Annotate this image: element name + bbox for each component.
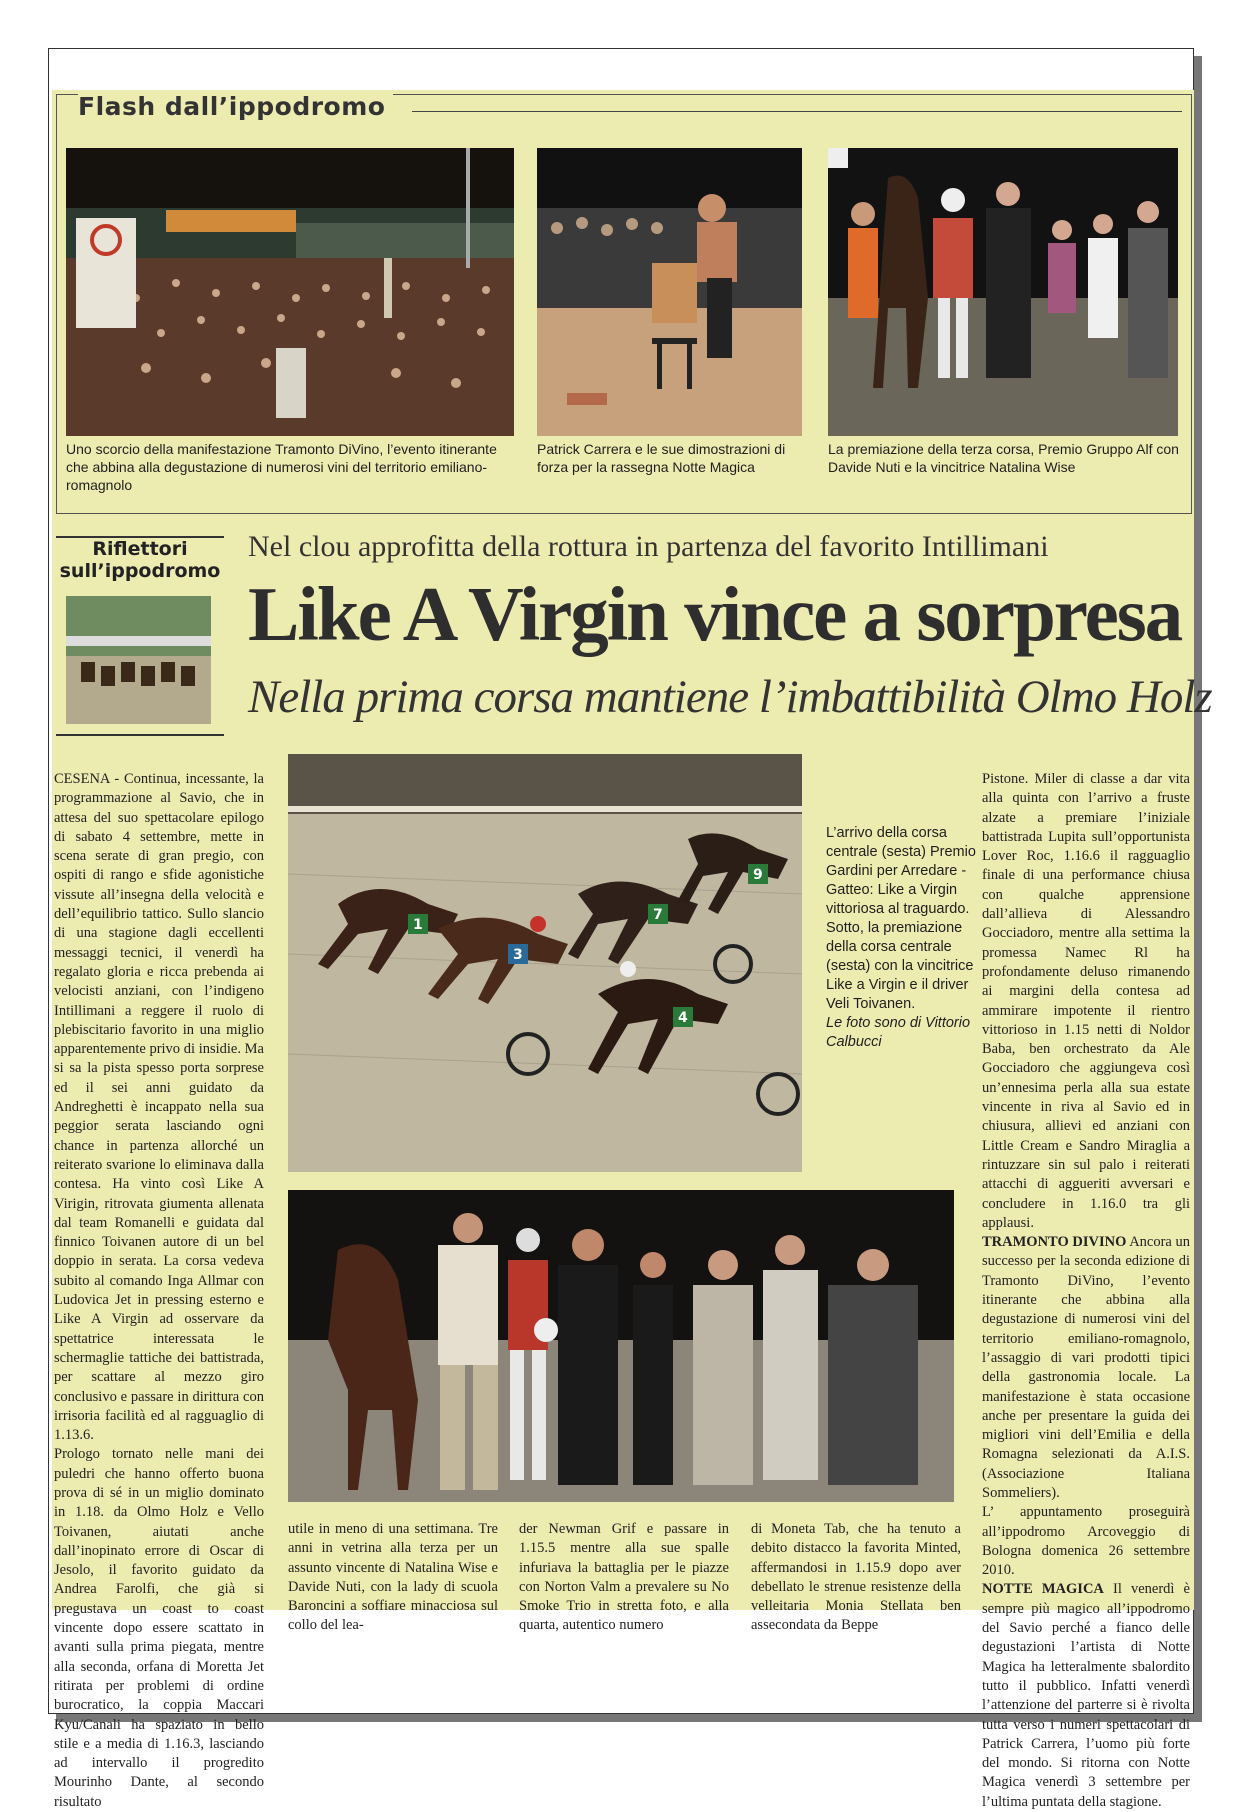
race-photo-caption — [826, 824, 984, 1052]
article-paragraph: di Moneta Tab, che ha tenuto a debito distacco la favorita Minted, affermandosi in 1.15.9 dopo aver debellato le strenue resistenze della velleitaria Monia Stellata ben assecondata da Beppe — [751, 1521, 961, 1634]
overline: Nel clou approfitta della rottura in partenza del favorito Intillimani — [248, 530, 1049, 563]
section-rule — [412, 111, 1182, 112]
article-column-5 — [982, 770, 1190, 1812]
article-column-1 — [54, 770, 264, 1812]
subsection-heading: NOTTE MAGICA — [982, 1581, 1104, 1598]
photo-credit: Le foto sono di Vittorio Calbucci — [826, 1015, 971, 1050]
article-paragraph: L’ appuntamento proseguirà all’ippodromo Arcoveggio di Bologna domenica 26 settembre 2010. — [982, 1504, 1190, 1579]
race-caption-text: L’arrivo della corsa centrale (sesta) Premio Gardini per Arredare - Gatteo: Like a Virgin vittoriosa al traguardo. Sotto, la premiazione della corsa centrale (sesta) con la vincitrice Like a Virgin e il driver Veli Toivanen. — [826, 825, 976, 1012]
award-photo — [828, 148, 1178, 436]
article-paragraph: Pistone. Miler di classe a dar vita alla quinta con l’arrivo a fruste alzate a premiare l’iniziale battistrada Lupita sull’opportunista Lover Roc, 1.16.6 il ragguaglio finale di una performance chiusa con qualche apprensione dall’allieva di Alessandro Gocciadoro, mentre alla settima la promessa Namec Rl ha profondamente deluso rimanendo ai margini della contesa ad ammirare impotente il rientro vittorioso in 1.15 netti di Noldor Baba, ben orchestrato da Ale Gocciadoro che aggiungeva così un’ennesima perla alla sua estate vincente in riva al Savio ed in chiusura, allievi ed anziani con Little Cream e Sandro Miraglia a rintuzzare sin sul palo i reiterati attacchi di aggueriti avversari e concludere in 1.16.0 tra gli applausi. — [982, 771, 1190, 1231]
race-number-9: 9 — [753, 867, 763, 883]
article-column-2 — [288, 1520, 498, 1636]
ceremony-photo — [288, 1190, 954, 1502]
subhead: Nella prima corsa mantiene l’imbattibilità Olmo Holz — [248, 671, 1212, 723]
article-paragraph: Prologo tornato nelle mani dei puledri che hanno offerto buona prova di sé in un miglio dominato in 1.18. da Olmo Holz e Vello Toivanen, aiutati anche dall’inopinato errore di Oscar di Jesolo, il favorito guidato da Andrea Farolfi, che già si pregustava un coast to coast vincente dopo essere scattato in avanti sulla prima piegata, mentre alla seconda, orfana di Moretta Jet ritirata per problemi di ordine burocratico, la coppia Maccari Kyu/Canali ha spaziato in bello stile e a media di 1.16.3, lasciando ad intervallo il progredito Mourinho Dante, al secondo risultato — [54, 1446, 264, 1810]
race-finish-photo — [288, 754, 802, 1172]
article-paragraph: CESENA - Continua, incessante, la programmazione al Savio, che in attesa del suo spettacolare epilogo di sabato 4 settembre, mette in scena serate di gran pregio, con ospiti di rango e sfide agonistiche vissute all’insegna della velocità e dell’equilibrio tattico. Sullo slancio di una stagione dagli eccellenti messaggi tecnici, il venerdì ha regalato gloria e ricca prebenda ai velocisti anziani, con l’indigeno Intillimani a reggere il ruolo di plebiscitario favorito in una miglio apparentemente privo di insidie. Ma si sa la pista spesso porta sorprese ed il sei anni guidato da Andreghetti è incappato nella sua peggior serata lasciando ogni chance in partenza allorché un reiterato svarione lo eliminava dalla contesa. Ha vinto così Like A Virigin, ritrovata giumenta allenata dal team Romanelli e guidata dal finnico Toivanen autore di un bel doppio in serata. La corsa vedeva subito al comando Inga Allmar con Ludovica Jet in pressing esterno e Like A Virgin ad osservare da spettatrice interessata le schermaglie tattiche dei battistrada, per scattare al mezzo giro conclusivo e passare in dirittura con irrisoria facilità ed al ragguaglio di 1.13.6. — [54, 771, 264, 1444]
article-paragraph — [982, 1233, 1190, 1503]
photo-caption: La premiazione della terza corsa, Premio Gruppo Alf con Davide Nuti e la vincitrice Natalina Wise — [828, 441, 1179, 475]
crowd-photo — [66, 148, 514, 436]
article-column-4 — [751, 1520, 961, 1636]
subsection-heading: TRAMONTO DIVINO — [982, 1234, 1127, 1251]
race-number-4: 4 — [678, 1010, 688, 1026]
section-title: Flash dall’ippodromo — [78, 92, 393, 121]
photo-caption: Uno scorcio della manifestazione Tramonto DiVino, l’evento itinerante che abbina alla degustazione di numerosi vini del territorio emiliano-romagnolo — [66, 441, 497, 493]
article-column-3 — [519, 1520, 729, 1636]
subsection-text: Il venerdì è sempre più magico all’ippodromo del Savio perché a fianco delle degustazioni l’artista di Notte Magica ha letteralmente sbalordito tutto il pubblico. Infatti venerdì l’attenzione del parterre si è rivolta tutta verso i numeri spettacolari di Patrick Carrera, l’uomo più forte del mondo. Si ritorna con Notte Magica venerdì 3 settembre per l’ultima puntata della stagione. — [982, 1581, 1190, 1810]
article-paragraph: der Newman Grif e passare in 1.15.5 mentre alla sue spalle infuriava la battaglia per le piazze con Norton Valm a prevalere su No Smoke Trio in stretta foto, e alla quarta, autentico numero — [519, 1521, 729, 1634]
article-paragraph — [982, 1580, 1190, 1812]
headline: Like A Virgin vince a sorpresa — [248, 571, 1182, 657]
kicker-race-photo — [66, 596, 211, 724]
photo-caption: Patrick Carrera e le sue dimostrazioni di forza per la rassegna Notte Magica — [537, 441, 786, 475]
race-number-3: 3 — [513, 947, 523, 963]
strongman-photo — [537, 148, 802, 436]
race-number-1: 1 — [413, 917, 423, 933]
race-number-7: 7 — [653, 907, 663, 923]
article-paragraph: utile in meno di una settimana. Tre anni in vetrina alla terza per un assunto vincente di Natalina Wise e Davide Nuti, con la lady di scuola Baroncini a soffiare minacciosa sul collo del lea- — [288, 1521, 498, 1634]
kicker-label: Riflettori sull’ippodromo — [59, 538, 221, 582]
subsection-text: Ancora un successo per la seconda edizione di Tramonto DiVino, l’evento itinerante che abbina alla degustazione di numerosi vini del territorio emiliano-romagnolo, l’assaggio di vari prodotti tipici della gastronomia locale. La manifestazione è stata occasione anche per presentare la guida dei migliori vini dell’Emilia e della Romagna selezionati da A.I.S. (Associazione Italiana Sommeliers). — [982, 1234, 1191, 1501]
